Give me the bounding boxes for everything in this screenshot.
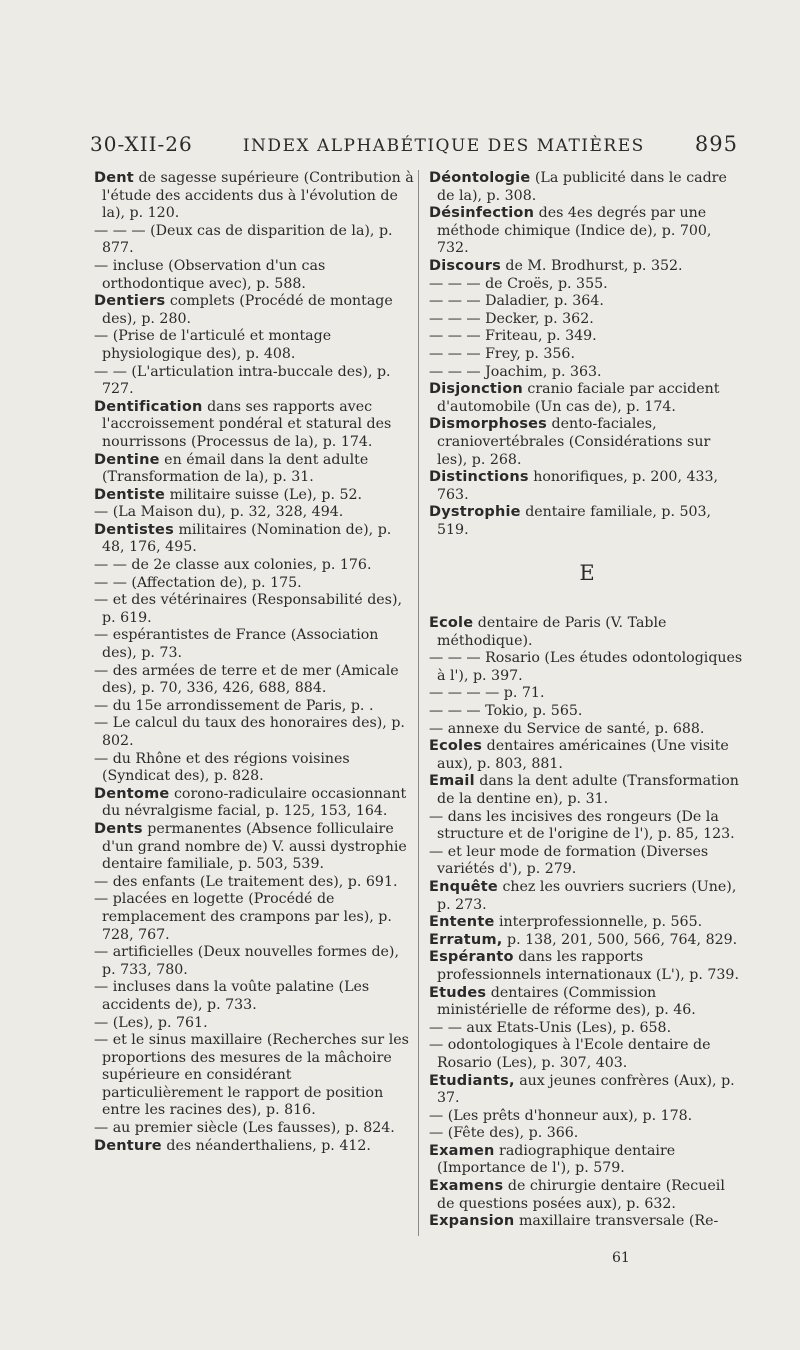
entry-text: militaires (Nomination de), p. 48, 176, 495. — [102, 521, 392, 556]
index-entry — [429, 615, 745, 650]
entry-text: de chirurgie dentaire (Recueil de questions posées aux), p. 632. — [437, 1178, 725, 1212]
index-entry — [429, 932, 745, 950]
entry-text: — annexe du Service de santé, p. 688. — [429, 720, 705, 737]
index-entry — [429, 1143, 745, 1178]
entry-headword: Disjonction — [429, 381, 523, 398]
index-entry — [429, 1178, 745, 1213]
index-entry — [94, 452, 416, 487]
index-entry — [94, 293, 416, 328]
index-entry — [429, 703, 745, 721]
index-entry — [429, 1125, 745, 1143]
entry-text: des néanderthaliens, p. 412. — [166, 1137, 371, 1154]
entry-headword: Dents — [94, 820, 143, 837]
index-entry — [94, 1032, 416, 1120]
index-entry — [429, 328, 745, 346]
entry-headword: Email — [429, 773, 475, 790]
index-entry — [94, 170, 416, 223]
entry-headword: Enquête — [429, 878, 498, 895]
index-entry — [429, 1073, 745, 1108]
header-date: 30-XII-26 — [90, 132, 193, 156]
entry-headword: Distinctions — [429, 469, 529, 486]
entry-text: — placées en logette (Procédé de remplacement des crampons par les), p. 728, 767. — [94, 891, 392, 943]
entry-text: — espérantistes de France (Association des), p. 73. — [94, 627, 379, 662]
section-letter: E — [579, 561, 595, 586]
index-entry — [429, 879, 745, 914]
index-entry — [429, 276, 745, 294]
index-entry — [94, 258, 416, 293]
entry-headword: Dentification — [94, 398, 203, 415]
entry-headword: Espéranto — [429, 949, 514, 966]
index-entry — [94, 715, 416, 750]
index-entry — [429, 809, 745, 844]
entry-text: radiographique dentaire (Importance de l'), p. 579. — [437, 1142, 676, 1177]
index-entry — [429, 258, 745, 276]
entry-text: dans la dent adulte (Transformation de la dentine en), p. 31. — [437, 773, 739, 807]
entry-text: dentaire familiale, p. 503, 519. — [437, 504, 712, 538]
entry-text: — (Prise de l'articulé et montage physiologique des), p. 408. — [94, 328, 332, 362]
entry-text: — au premier siècle (Les fausses), p. 824. — [94, 1120, 395, 1137]
entry-text: — et des vétérinaires (Responsabilité des), p. 619. — [94, 592, 403, 626]
index-entry — [94, 663, 416, 698]
index-entry — [429, 416, 745, 469]
index-entry — [94, 627, 416, 662]
index-entry — [94, 522, 416, 557]
entry-text: — — — — p. 71. — [429, 685, 545, 702]
index-entry — [429, 311, 745, 329]
index-entry — [429, 949, 745, 984]
entry-text: — artificielles (Deux nouvelles formes de), p. 733, 780. — [94, 944, 399, 978]
entry-text: — des enfants (Le traitement des), p. 691. — [94, 873, 398, 890]
index-entry — [429, 985, 745, 1020]
entry-headword: Entente — [429, 914, 495, 931]
index-entry — [94, 592, 416, 627]
entry-text: corono-radiculaire occasionnant du névralgisme facial, p. 125, 153, 164. — [102, 785, 407, 820]
index-entry — [94, 944, 416, 979]
entry-text: — — — de Croës, p. 355. — [429, 275, 608, 292]
entry-text: dans ses rapports avec l'accroissement pondéral et statural des nourrissons (Processus de la), p. 174. — [102, 398, 392, 450]
index-entry — [94, 874, 416, 892]
entry-text: — dans les incisives des rongeurs (De la structure et de l'origine de l'), p. 85, 123. — [429, 808, 735, 843]
index-entry — [429, 1037, 745, 1072]
entry-text: — (Les), p. 761. — [94, 1014, 208, 1031]
entry-text: — — (Affectation de), p. 175. — [94, 574, 302, 591]
entry-text: dentaire de Paris (V. Table méthodique). — [437, 615, 667, 649]
index-entry — [429, 914, 745, 932]
index-entry — [429, 1108, 745, 1126]
entry-text: de sagesse supérieure (Contribution à l'étude des accidents dus à l'évolution de la), p. 120. — [102, 170, 414, 222]
index-entry — [94, 557, 416, 575]
entry-text: (La publicité dans le cadre de la), p. 308. — [437, 170, 727, 204]
entry-headword: Dismorphoses — [429, 416, 548, 433]
entry-headword: Déontologie — [429, 170, 531, 186]
index-entry — [94, 364, 416, 399]
index-entry — [94, 1120, 416, 1138]
entry-text: — — — Friteau, p. 349. — [429, 328, 597, 345]
index-entry — [429, 773, 745, 808]
index-entry — [429, 364, 745, 382]
entry-text: — — aux Etats-Unis (Les), p. 658. — [429, 1019, 672, 1036]
entry-text: — (La Maison du), p. 32, 328, 494. — [94, 504, 344, 521]
index-entry — [94, 786, 416, 821]
entry-text: — incluses dans la voûte palatine (Les accidents de), p. 733. — [94, 979, 370, 1013]
index-entry — [429, 1213, 745, 1231]
entry-text: dentaires américaines (Une visite aux), p. 803, 881. — [437, 738, 729, 772]
index-entry — [94, 223, 416, 258]
entry-text: — et le sinus maxillaire (Recherches sur les proportions des mesures de la mâchoire supérieure en considérant particulièrement le rapport de position entre les racines des), p. 816. — [94, 1032, 409, 1119]
index-entry — [94, 979, 416, 1014]
signature-mark: 61 — [612, 1250, 630, 1266]
running-header — [90, 132, 738, 164]
index-entry — [429, 205, 745, 258]
entry-headword: Denture — [94, 1137, 162, 1154]
entry-headword: Erratum, — [429, 931, 503, 948]
index-entry — [429, 844, 745, 879]
entry-text: de M. Brodhurst, p. 352. — [505, 257, 683, 274]
entry-headword: Dentistes — [94, 521, 174, 538]
entry-text: — Le calcul du taux des honoraires des), p. 802. — [94, 715, 405, 749]
entry-text: chez les ouvriers sucriers (Une), p. 273. — [437, 878, 737, 913]
entry-text: — — — Frey, p. 356. — [429, 345, 575, 362]
index-entry — [429, 721, 745, 739]
index-entry — [429, 293, 745, 311]
entry-headword: Désinfection — [429, 205, 535, 222]
entry-text: aux jeunes confrères (Aux), p. 37. — [437, 1072, 735, 1107]
entry-headword: Examens — [429, 1178, 504, 1195]
entry-text: — — — Rosario (Les études odontologiques à l'), p. 397. — [429, 650, 743, 684]
index-entry — [429, 685, 745, 703]
entry-text: interprofessionnelle, p. 565. — [499, 914, 703, 931]
index-entry — [429, 650, 745, 685]
index-entry — [94, 751, 416, 786]
entry-text: — des armées de terre et de mer (Amicale des), p. 70, 336, 426, 688, 884. — [94, 662, 399, 697]
entry-text: militaire suisse (Le), p. 52. — [169, 486, 363, 503]
entry-text: — — — Daladier, p. 364. — [429, 293, 604, 310]
index-entry — [429, 381, 745, 416]
entry-headword: Dystrophie — [429, 504, 521, 521]
entry-text: — — (L'articulation intra-buccale des), p. 727. — [94, 363, 391, 398]
index-entry — [94, 1015, 416, 1033]
entry-headword: Dentiste — [94, 486, 166, 503]
index-entry — [94, 698, 416, 716]
index-entry — [94, 487, 416, 505]
column-divider — [418, 170, 419, 1236]
entry-headword: Dentiers — [94, 293, 166, 310]
entry-text: p. 138, 201, 500, 566, 764, 829. — [506, 931, 738, 948]
index-entry — [94, 504, 416, 522]
entry-headword: Dent — [94, 170, 134, 186]
entry-text: maxillaire transversale (Re- — [518, 1213, 719, 1230]
entry-text: — incluse (Observation d'un cas orthodontique avec), p. 588. — [94, 257, 326, 292]
entry-text: complets (Procédé de montage des), p. 280. — [102, 293, 393, 327]
entry-text: — du 15e arrondissement de Paris, p. . — [94, 697, 374, 714]
index-entry — [94, 328, 416, 363]
entry-text: permanentes (Absence folliculaire d'un grand nombre de) V. aussi dystrophie dentaire familiale, p. 503, 539. — [102, 820, 407, 873]
entry-headword: Etudiants, — [429, 1072, 515, 1089]
entry-text: — et leur mode de formation (Diverses variétés d'), p. 279. — [429, 843, 709, 878]
header-title: INDEX ALPHABÉTIQUE DES MATIÈRES — [242, 136, 645, 156]
entry-headword: Dentine — [94, 451, 160, 468]
entry-text: — — — (Deux cas de disparition de la), p. 877. — [94, 222, 393, 257]
entry-headword: Expansion — [429, 1213, 515, 1230]
entry-headword: Ecole — [429, 615, 474, 632]
entry-text: cranio faciale par accident d'automobile (Un cas de), p. 174. — [437, 381, 720, 415]
entry-text: — du Rhône et des régions voisines (Syndicat des), p. 828. — [94, 750, 350, 785]
right-column-d-entries — [429, 170, 745, 539]
entry-headword: Etudes — [429, 984, 487, 1001]
entry-text: — — — Tokio, p. 565. — [429, 703, 583, 720]
index-entry — [94, 1138, 416, 1156]
entry-text: dento-faciales, craniovertébrales (Considérations sur les), p. 268. — [437, 416, 711, 468]
entry-text: des 4es degrés par une méthode chimique (Indice de), p. 700, 732. — [437, 205, 712, 257]
entry-headword: Dentome — [94, 785, 170, 802]
entry-text: — — — Decker, p. 362. — [429, 310, 594, 327]
entry-text: — — — Joachim, p. 363. — [429, 363, 602, 380]
index-entry — [429, 170, 745, 205]
index-entry — [94, 821, 416, 874]
index-entry — [94, 399, 416, 452]
entry-headword: Discours — [429, 257, 501, 274]
entry-headword: Examen — [429, 1142, 495, 1159]
index-entry — [94, 891, 416, 944]
entry-text: dentaires (Commission ministérielle de réforme des), p. 46. — [437, 984, 696, 1019]
page-number: 895 — [694, 132, 738, 156]
entry-text: — odontologiques à l'Ecole dentaire de Rosario (Les), p. 307, 403. — [429, 1037, 711, 1071]
entry-text: dans les rapports professionnels internationaux (L'), p. 739. — [437, 949, 739, 983]
left-column — [94, 170, 416, 1155]
entry-text: en émail dans la dent adulte (Transformation de la), p. 31. — [102, 451, 369, 486]
right-column — [429, 170, 745, 1231]
entry-text: — — de 2e classe aux colonies, p. 176. — [94, 557, 372, 574]
index-entry — [429, 469, 745, 504]
entry-text: honorifiques, p. 200, 433, 763. — [437, 469, 719, 503]
right-column-e-entries — [429, 615, 745, 1231]
index-entry — [429, 1020, 745, 1038]
index-entry — [429, 738, 745, 773]
index-entry — [429, 346, 745, 364]
index-entry — [94, 575, 416, 593]
entry-text: — (Les prêts d'honneur aux), p. 178. — [429, 1107, 693, 1124]
entry-headword: Ecoles — [429, 738, 483, 755]
entry-text: — (Fête des), p. 366. — [429, 1125, 579, 1142]
index-entry — [429, 504, 745, 539]
